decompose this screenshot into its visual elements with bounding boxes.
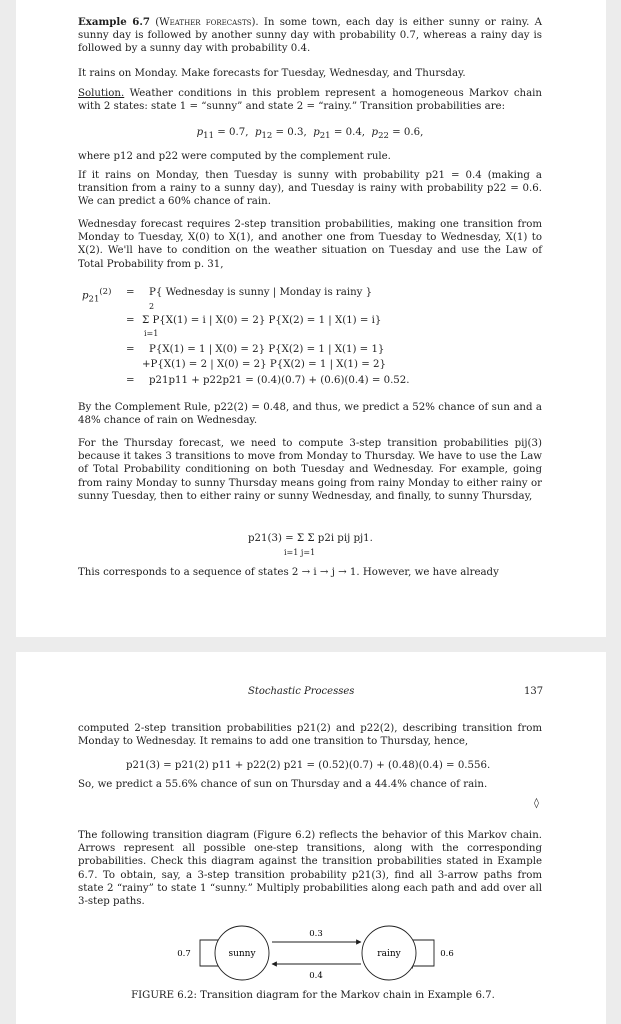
- thursday-equation: p21(3) = p21(2) p11 + p22(2) p21 = (0.52)(0.7) + (0.48)(0.4) = 0.556.: [126, 760, 491, 771]
- wednesday-paragraph: Wednesday forecast requires 2-step transition probabilities, making one transition from Monday to Tuesday, X(0) to X(1), and another one from Tuesday to Wednesday, X(1) to X(2). We'll have to condition on the weather situation on Tuesday and use the Law of Total Probability from p. 31,: [78, 219, 542, 270]
- continuation-paragraph: computed 2-step transition probabilities p21(2) and p22(2), describing transition from Monday to Wednesday. It remains to add one transition to Thursday, hence,: [78, 723, 542, 748]
- figure-caption: FIGURE 6.2: Transition diagram for the Markov chain in Example 6.7.: [131, 990, 495, 1001]
- page-number: 137: [524, 686, 544, 697]
- page-1: Example 6.7 (Weather forecasts). In some town, each day is either sunny or rainy. A sunny day is followed by another sunny day with probability 0.7, whereas a rainy day is followed by a sunny day with probability 0.4. It rains on Monday. Make forecasts for Tuesday, Wednesday, and Thursday. Solution. Weather conditions in this problem represent a homogeneous Markov chain with 2 states: state 1 = “sunny” and state 2 = “rainy.” Transition probabilities are: $p_{11} = 0.7$, $p_{12} = 0.3$, $p_{21} = 0.4$, $p_{22} = 0.6$, where p12 and p22 were computed by the complement rule. If it rains on Monday, then Tuesday is sunny with probability p21 = 0.4 (making a transition from a rainy to a sunny day), and Tuesday is rainy with probability p22 = 0.6. We can predict a 60% chance of rain. Wednesday forecast requires 2-step transition probabilities, making one transition from Monday to Tuesday, X(0) to X(1), and another one from Tuesday to Wednesday, X(1) to X(2). We'll have to condition on the weather situation on Tuesday and use the Law of Total Probability from p. 31, $p_{21}^{(2)}$ = P{ Wednesday is sunny | Monday is rainy } = 2 i=1 Σ P{X(1) = i | X(0) = 2} P{X(2) = 1 | X(1) = i} = P{X(1) = 1 | X(0) = 2} P{X(2) = 1 | X(1) = 1} +P{X(1) = 2 | X(0) = 2} P{X(2) = 1 | X(1) = 2} = p21p11 + p22p21 = (0.4)(0.7) + (0.6)(0.4) = 0.52. By the Complement Rule, p22(2) = 0.48, and thus, we predict a 52% chance of sun and a 48% chance of rain on Wednesday. For the Thursday forecast, we need to compute 3-step transition probabilities pij(3) because it takes 3 transitions to move from Monday to Thursday. We have to use the Law of Total Probability conditioning on both Tuesday and Wednesday. For example, going from rainy Monday to sunny Thursday means going from rainy Monday to either rainy or sunny Tuesday, then to either rainy or sunny Wednesday, and finally, to sunny Thursday, p21(3) = Σ Σ p2i pij pj1. i=1 j=1 This corresponds to a sequence of states 2 → i → j → 1. However, we have already: [16, 0, 606, 637]
- page-2: [16, 652, 606, 1024]
- example-heading: Example 6.7: [78, 16, 150, 28]
- label-p11: 0.7: [177, 949, 191, 959]
- thursday-paragraph: For the Thursday forecast, we need to compute 3-step transition probabilities pij(3) because it takes 3 transitions to move from Monday to Thursday. We have to use the Law of Total Probability conditioning on both Tuesday and Wednesday. For example, going from rainy Monday to sunny Thursday means going from rainy Monday to either rainy or sunny Tuesday, then to either rainy or sunny Wednesday, and finally, to sunny Thursday,: [78, 438, 542, 502]
- running-head: Stochastic Processes: [248, 686, 355, 697]
- eq-line-4: +P{X(1) = 2 | X(0) = 2} P{X(2) = 1 | X(1) = 2}: [142, 359, 386, 370]
- eq-line-1: P{ Wednesday is sunny | Monday is rainy }: [149, 287, 373, 298]
- tuesday-paragraph: If it rains on Monday, then Tuesday is sunny with probability p21 = 0.4 (making a transition from a rainy to a sunny day), and Tuesday is rainy with probability p22 = 0.6. We can predict a 60% chance of rain.: [78, 170, 542, 208]
- eq-sum-bottom: i=1: [144, 329, 159, 338]
- prediction-text: So, we predict a 55.6% chance of sun on Thursday and a 44.4% chance of rain.: [78, 779, 488, 790]
- solution-label: Solution.: [78, 88, 125, 99]
- example-paragraph: [78, 16, 542, 56]
- three-step-limits: i=1 j=1: [284, 548, 316, 557]
- label-p12: 0.3: [309, 929, 323, 939]
- eq-line-5: p21p11 + p22p21 = (0.4)(0.7) + (0.6)(0.4) = 0.52.: [149, 375, 410, 386]
- three-step-equation: p21(3) = Σ Σ p2i pij pj1.: [248, 533, 373, 544]
- solution-text: Weather conditions in this problem represent a homogeneous Markov chain with 2 states: state 1 = “sunny” and state 2 = “rainy.” Transition probabilities are:: [78, 88, 542, 113]
- diagram-paragraph: The following transition diagram (Figure 6.2) reflects the behavior of this Markov chain. Arrows represent all possible one-step transitions, along with the corresponding probabilities. Check this diagram against the transition probabilities stated in Example 6.7. To obtain, say, a 3-step transition probability p21(3), find all 3-arrow paths from state 2 “rainy” to state 1 “sunny.” Multiply probabilities along each path and add over all 3-step paths.: [78, 830, 542, 908]
- example-title: (Weather forecasts).: [155, 17, 259, 28]
- example-intro: In some town, each day is either sunny or rainy. A sunny day is followed by another sunny day with probability 0.7, whereas a rainy day is followed by a sunny day with probability 0.4.: [78, 17, 542, 55]
- question-text: It rains on Monday. Make forecasts for Tuesday, Wednesday, and Thursday.: [78, 68, 466, 79]
- eq-lhs: $p_{21}^{(2)}$: [82, 287, 112, 305]
- eq-line-2: Σ P{X(1) = i | X(0) = 2} P{X(2) = 1 | X(1) = i}: [142, 315, 382, 326]
- end-of-example-icon: ◊: [534, 798, 539, 809]
- sequence-text: This corresponds to a sequence of states 2 → i → j → 1. However, we have already: [78, 567, 499, 578]
- complement-result: By the Complement Rule, p22(2) = 0.48, and thus, we predict a 52% chance of sun and a 48% chance of rain on Wednesday.: [78, 402, 542, 427]
- transition-diagram: [16, 652, 606, 1024]
- eq-line-3: P{X(1) = 1 | X(0) = 2} P{X(2) = 1 | X(1) = 1}: [149, 344, 385, 355]
- state-rainy-label: rainy: [377, 949, 401, 959]
- solution-paragraph: [78, 87, 542, 113]
- complement-note: where p12 and p22 were computed by the complement rule.: [78, 151, 391, 162]
- state-sunny-label: sunny: [228, 949, 256, 959]
- label-p22: 0.6: [440, 949, 454, 959]
- eq-sum-top: 2: [149, 302, 155, 311]
- transition-equation: $p_{11} = 0.7$, $p_{12} = 0.3$, $p_{21} = 0.4$, $p_{22} = 0.6$,: [196, 127, 424, 142]
- label-p21: 0.4: [309, 971, 323, 981]
